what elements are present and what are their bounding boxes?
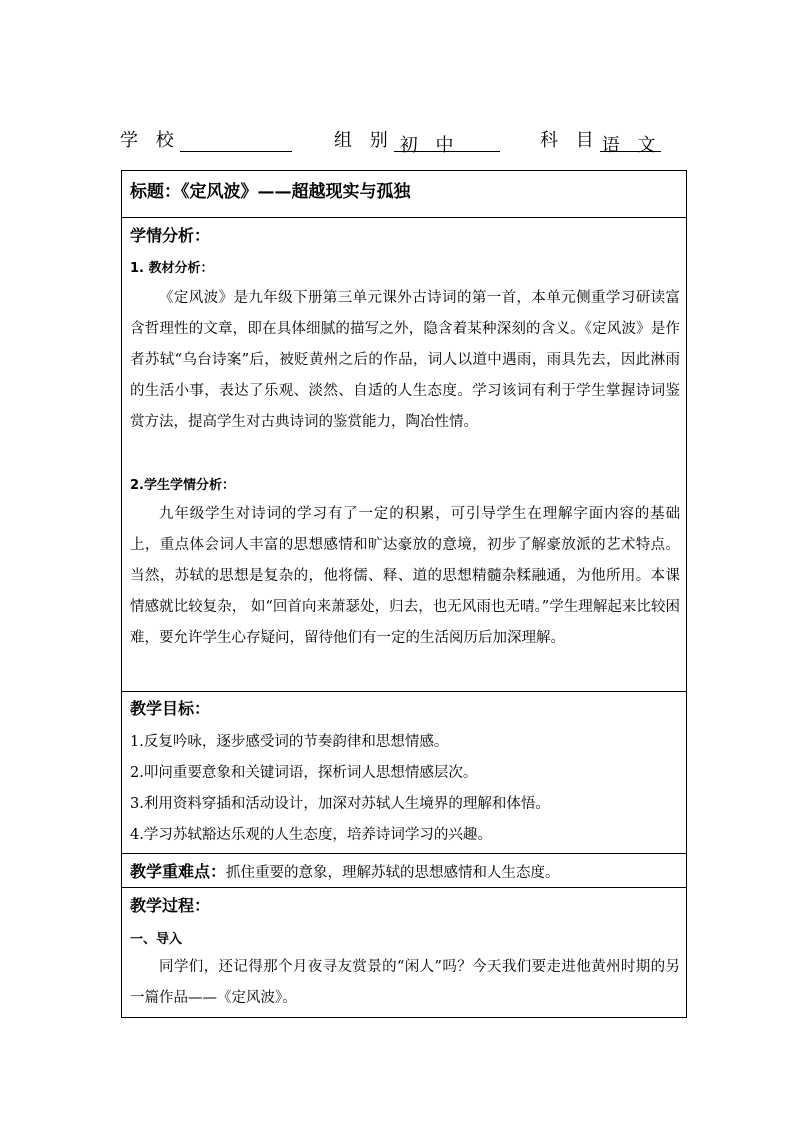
goal-item: 4.学习苏轼豁达乐观的人生态度，培养诗词学习的兴趣。 <box>130 827 492 843</box>
goal-item: 3.利用资料穿插和活动设计，加深对苏轼人生境界的理解和体悟。 <box>130 796 550 812</box>
goals-row <box>122 691 686 853</box>
subject-field <box>540 126 662 156</box>
intro-step-text: 同学们，还记得那个月夜寻友赏景的“闲人”吗？今天我们要走进他黄州时期的另一篇作品——《定风波》。 <box>130 959 680 1006</box>
key-points-text: 抓住重要的意象，理解苏轼的思想感情和人生态度。 <box>226 865 560 881</box>
intro-step-heading: 一、导入 <box>130 932 183 947</box>
school-field <box>120 126 292 152</box>
analysis-heading: 学情分析： <box>130 226 211 245</box>
goal-item: 2.叩问重要意象和关键词语，探析词人思想情感层次。 <box>130 765 478 781</box>
subject-value: 语 文 <box>600 131 662 152</box>
school-value <box>180 131 292 152</box>
group-field <box>334 126 500 156</box>
key-points <box>130 859 560 882</box>
group-value: 初 中 <box>394 131 500 152</box>
key-points-label: 教学重难点： <box>130 862 227 881</box>
lesson-plan-table <box>121 170 687 1018</box>
document-header <box>120 126 680 156</box>
process-heading: 教学过程： <box>130 896 211 915</box>
lesson-title: 标题：《定风波》——超越现实与孤独 <box>130 182 411 202</box>
textbook-analysis-heading: 1. 教材分析： <box>130 261 214 276</box>
title-row <box>122 171 686 217</box>
school-label: 学 校 <box>120 130 180 151</box>
key-points-row <box>122 853 686 887</box>
group-label: 组 别 <box>334 130 394 151</box>
textbook-analysis-text: 《定风波》是九年级下册第三单元课外古诗词的第一首，本单元侧重学习研读富含哲理性的文章，即在具体细腻的描写之外，隐含着某种深刻的含义。《定风波》是作者苏轼“乌台诗案”后，被贬黄州之后的作品，词人以道中遇雨，雨具先去，因此淋雨的生活小事，表达了乐观、淡然、自适的人生态度。学习该词有利于学生掌握诗词鉴赏方法，提高学生对古典诗词的鉴赏能力，陶冶性情。 <box>130 290 680 430</box>
process-row <box>122 887 686 1019</box>
student-analysis-text: 九年级学生对诗词的学习有了一定的积累，可引导学生在理解字面内容的基础上，重点体会词人丰富的思想感情和旷达豪放的意境，初步了解豪放派的艺术特点。当然，苏轼的思想是复杂的，他将儒、释、道的思想精髓杂糅融通，为他所用。本课情感就比较复杂， 如“回首向来萧瑟处，归去，也无风雨也无晴。”学生理解起来比较困难，要允许学生心存疑问，留待他们有一定的生活阅历后加深理解。 <box>130 506 680 646</box>
goal-item: 1.反复吟咏，逐步感受词的节奏韵律和思想情感。 <box>130 734 449 750</box>
subject-label: 科 目 <box>540 130 600 151</box>
analysis-row <box>122 217 686 691</box>
goals-heading: 教学目标： <box>130 699 211 718</box>
student-analysis-heading: 2.学生学情分析： <box>130 478 235 493</box>
